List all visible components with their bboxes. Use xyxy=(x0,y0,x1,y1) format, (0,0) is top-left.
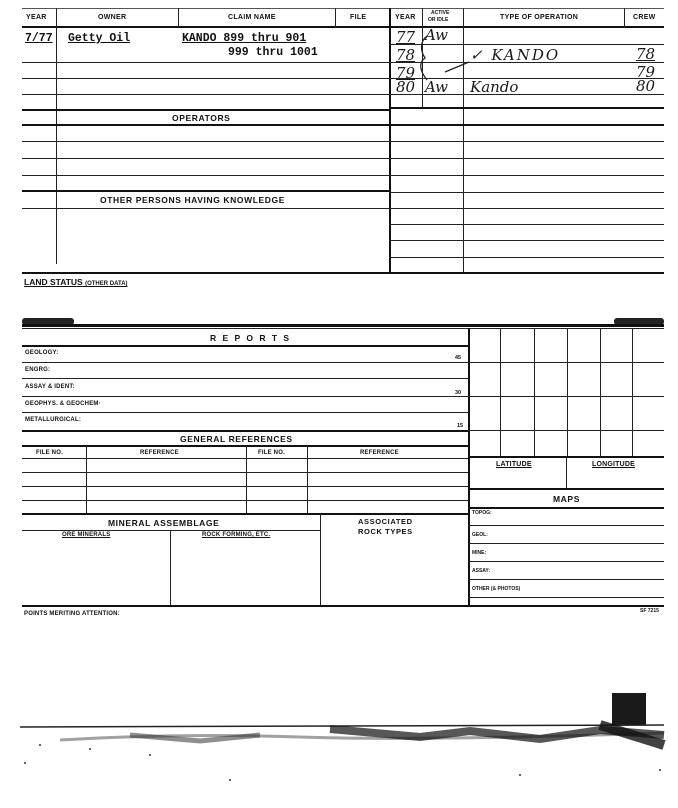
header-owner: OWNER xyxy=(98,14,127,21)
maps-other-photos: OTHER (& PHOTOS) xyxy=(472,586,521,592)
header-active: ACTIVE xyxy=(431,10,450,16)
report-assay-num: 30 xyxy=(455,390,462,396)
genref-file-no-2: FILE NO. xyxy=(258,450,285,456)
associated-rock-types-line1: ASSOCIATED xyxy=(358,517,413,526)
header-file: FILE xyxy=(350,14,367,21)
maps-title: MAPS xyxy=(553,494,580,504)
claim-owner: Getty Oil xyxy=(68,32,131,45)
header-crew: CREW xyxy=(633,14,656,21)
maps-assay: ASSAY: xyxy=(472,568,491,574)
report-geology-label: GEOLOGY: xyxy=(25,350,59,356)
header-year: YEAR xyxy=(26,14,47,21)
op-type-4: Kando xyxy=(470,78,519,96)
op-crew-2: 78 xyxy=(636,45,656,63)
reports-title: R E P O R T S xyxy=(210,333,292,343)
header-or-idle: OR IDLE xyxy=(428,17,449,23)
op-crew-3: 79 xyxy=(636,63,656,81)
report-metallurgical-label: METALLURGICAL: xyxy=(25,417,82,423)
other-persons-label: OTHER PERSONS HAVING KNOWLEDGE xyxy=(100,195,286,205)
handwritten-brace xyxy=(405,34,475,94)
scan-noise-strip xyxy=(0,715,678,790)
report-geology-num: 45 xyxy=(455,355,462,361)
header-year-operations: YEAR xyxy=(395,14,416,21)
genref-reference-1: REFERENCE xyxy=(140,450,179,456)
op-status-4: Aw xyxy=(425,78,448,96)
maps-geol: GEOL: xyxy=(472,532,488,538)
rock-forming-label: ROCK FORMING, ETC. xyxy=(202,532,271,538)
ore-minerals-label: ORE MINERALS xyxy=(62,532,111,538)
mineral-assemblage-title: MINERAL ASSEMBLAGE xyxy=(108,518,220,528)
report-geophys-label: GEOPHYS. & GEOCHEM· xyxy=(25,401,101,407)
land-status-label: LAND STATUS (OTHER DATA) xyxy=(24,277,128,287)
op-year-1: 77 xyxy=(396,28,416,46)
report-engrg-label: ENGRG: xyxy=(25,367,51,373)
claim-name-line1: KANDO 899 thru 901 xyxy=(182,32,307,45)
report-assay-label: ASSAY & IDENT: xyxy=(25,384,75,390)
op-year-2: 78 xyxy=(396,46,416,64)
report-metallurgical-num: 15 xyxy=(457,423,464,429)
points-meriting-attention-label: POINTS MERITING ATTENTION: xyxy=(24,611,120,617)
claim-name-line2: 999 thru 1001 xyxy=(228,46,318,59)
op-status-1: Aw xyxy=(425,26,448,44)
op-type-2: ✓ KANDO xyxy=(470,46,561,64)
maps-mine: MINE: xyxy=(472,550,487,556)
genref-reference-2: REFERENCE xyxy=(360,450,399,456)
latitude-label: LATITUDE xyxy=(496,461,532,468)
header-claim-name: CLAIM NAME xyxy=(228,14,276,21)
op-year-3: 79 xyxy=(396,64,416,82)
longitude-label: LONGITUDE xyxy=(592,461,636,468)
operators-label: OPERATORS xyxy=(172,113,231,123)
form-code: SF 7215 xyxy=(640,608,659,614)
genref-file-no-1: FILE NO. xyxy=(36,450,63,456)
maps-topog: TOPOG: xyxy=(472,510,492,516)
header-type-of-operation: TYPE OF OPERATION xyxy=(500,14,579,21)
claim-year: 7/77 xyxy=(25,32,53,45)
general-references-title: GENERAL REFERENCES xyxy=(180,434,293,444)
associated-rock-types-line2: ROCK TYPES xyxy=(358,527,413,536)
op-crew-4: 80 xyxy=(636,77,656,95)
op-year-4: 80 xyxy=(396,78,416,96)
